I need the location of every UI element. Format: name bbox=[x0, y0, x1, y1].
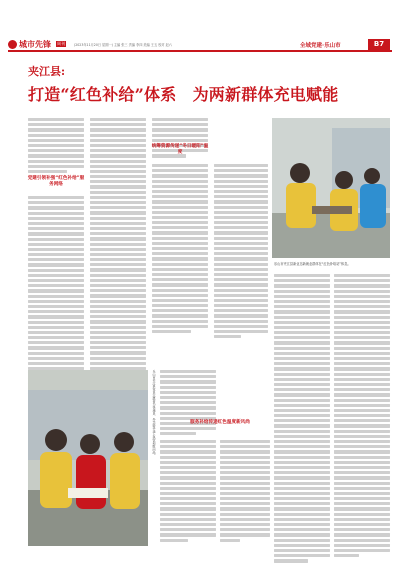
body-column-6 bbox=[274, 274, 330, 565]
header-rule bbox=[8, 50, 392, 52]
body-column-9 bbox=[160, 440, 216, 544]
photo-couriers-rest-station bbox=[272, 118, 390, 258]
article-kicker: 夹江县: bbox=[28, 65, 66, 78]
article-headline: 打造“红色补给”体系 为两新群体充电赋能 bbox=[28, 85, 339, 104]
photo-1-caption: 乐山市夹江县新业态新就业群体在“红色补给站”休息。 bbox=[274, 262, 351, 266]
logo-badge: 周刊 bbox=[57, 41, 65, 46]
page-number: B7 bbox=[368, 39, 390, 50]
photo-1-illustration bbox=[272, 118, 390, 258]
body-column-10 bbox=[220, 440, 270, 544]
body-column-3b bbox=[152, 164, 208, 335]
body-column-4 bbox=[214, 164, 268, 340]
body-column-7 bbox=[334, 274, 390, 559]
subhead-2: 统筹资源传递“冬日暖阳”温度 bbox=[151, 144, 209, 155]
section-name: 全域党建·乐山市 bbox=[300, 43, 341, 49]
issue-meta: (2023年11月20日 星期一) 主编 张三 责编 李四 美编 王五 校对 赵六 bbox=[74, 43, 172, 47]
photo-volunteers-delivering bbox=[28, 370, 148, 546]
body-column-1b bbox=[28, 196, 84, 398]
newspaper-logo: 城市先锋 bbox=[19, 39, 51, 49]
photo-2-illustration bbox=[28, 370, 148, 546]
body-column-8 bbox=[160, 370, 216, 437]
subhead-3: 服务补给传递红色温度新风尚 bbox=[190, 420, 250, 425]
photo-2-caption-vertical: 乐山市夹江县党员志愿者为快递员、外卖骑手送上热饮和慰问品。 bbox=[152, 370, 156, 457]
party-emblem-icon bbox=[8, 40, 17, 49]
body-column-1a bbox=[28, 118, 84, 175]
subhead-1: 党建引领补强“红色补给”服务网络 bbox=[27, 176, 85, 187]
body-column-2 bbox=[90, 118, 146, 377]
